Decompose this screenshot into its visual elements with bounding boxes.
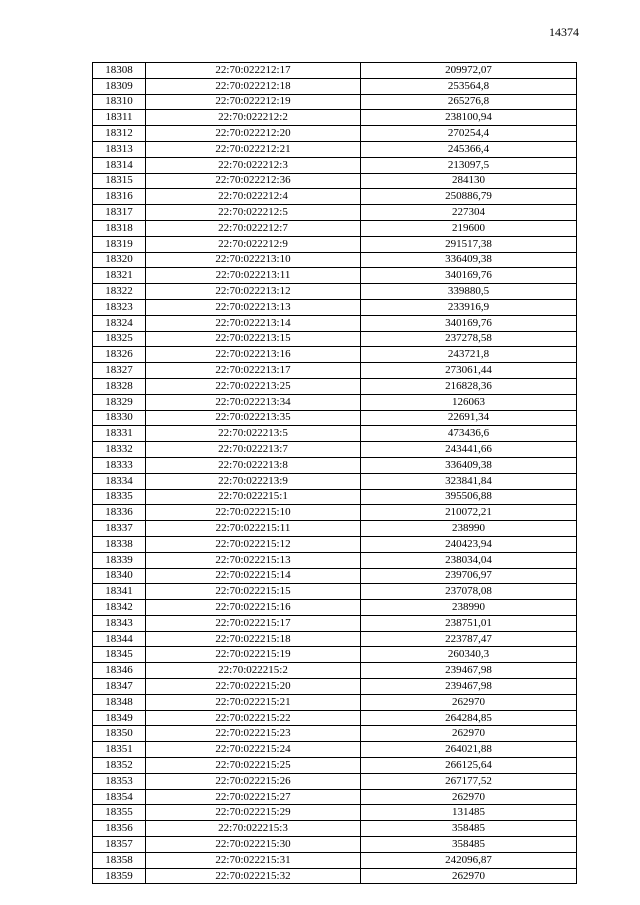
row-number-cell: 18315	[93, 173, 146, 189]
cadastral-number-cell: 22:70:022212:20	[146, 126, 361, 142]
row-number-cell: 18309	[93, 78, 146, 94]
cadastral-value-cell: 243721,8	[361, 347, 577, 363]
cadastral-number-cell: 22:70:022215:19	[146, 647, 361, 663]
cadastral-value-cell: 237278,58	[361, 331, 577, 347]
row-number-cell: 18353	[93, 773, 146, 789]
row-number-cell: 18342	[93, 600, 146, 616]
row-number-cell: 18339	[93, 552, 146, 568]
table-row	[93, 852, 577, 868]
cadastral-number-cell: 22:70:022213:5	[146, 426, 361, 442]
cadastral-number-cell: 22:70:022213:17	[146, 363, 361, 379]
table-row	[93, 442, 577, 458]
row-number-cell: 18334	[93, 473, 146, 489]
cadastral-number-cell: 22:70:022213:35	[146, 410, 361, 426]
row-number-cell: 18359	[93, 868, 146, 884]
cadastral-value-cell: 131485	[361, 805, 577, 821]
table-row	[93, 268, 577, 284]
cadastral-number-cell: 22:70:022215:32	[146, 868, 361, 884]
cadastral-value-cell: 262970	[361, 868, 577, 884]
cadastral-number-cell: 22:70:022213:12	[146, 284, 361, 300]
table-row	[93, 615, 577, 631]
cadastral-number-cell: 22:70:022213:15	[146, 331, 361, 347]
row-number-cell: 18358	[93, 852, 146, 868]
row-number-cell: 18327	[93, 363, 146, 379]
cadastral-value-cell: 270254,4	[361, 126, 577, 142]
table-row	[93, 821, 577, 837]
cadastral-number-cell: 22:70:022212:19	[146, 94, 361, 110]
cadastral-value-cell: 22691,34	[361, 410, 577, 426]
table-row	[93, 505, 577, 521]
cadastral-value-cell: 239467,98	[361, 663, 577, 679]
cadastral-number-cell: 22:70:022212:21	[146, 141, 361, 157]
cadastral-value-cell: 260340,3	[361, 647, 577, 663]
cadastral-value-cell: 473436,6	[361, 426, 577, 442]
cadastral-number-cell: 22:70:022215:30	[146, 837, 361, 853]
row-number-cell: 18332	[93, 442, 146, 458]
table-row	[93, 189, 577, 205]
row-number-cell: 18313	[93, 141, 146, 157]
cadastral-number-cell: 22:70:022215:20	[146, 679, 361, 695]
cadastral-value-cell: 262970	[361, 726, 577, 742]
row-number-cell: 18319	[93, 236, 146, 252]
cadastral-value-cell: 223787,47	[361, 631, 577, 647]
row-number-cell: 18331	[93, 426, 146, 442]
table-row	[93, 252, 577, 268]
table-row	[93, 457, 577, 473]
cadastral-number-cell: 22:70:022215:26	[146, 773, 361, 789]
cadastral-number-cell: 22:70:022215:12	[146, 536, 361, 552]
cadastral-number-cell: 22:70:022215:24	[146, 742, 361, 758]
table-row	[93, 552, 577, 568]
table-row	[93, 347, 577, 363]
row-number-cell: 18329	[93, 394, 146, 410]
cadastral-number-cell: 22:70:022215:23	[146, 726, 361, 742]
row-number-cell: 18345	[93, 647, 146, 663]
cadastral-value-cell: 209972,07	[361, 63, 577, 79]
row-number-cell: 18347	[93, 679, 146, 695]
row-number-cell: 18340	[93, 568, 146, 584]
row-number-cell: 18330	[93, 410, 146, 426]
cadastral-number-cell: 22:70:022212:4	[146, 189, 361, 205]
cadastral-number-cell: 22:70:022213:11	[146, 268, 361, 284]
table-row	[93, 236, 577, 252]
table-row	[93, 631, 577, 647]
table-row	[93, 126, 577, 142]
cadastral-value-cell: 238100,94	[361, 110, 577, 126]
cadastral-value-cell: 284130	[361, 173, 577, 189]
row-number-cell: 18314	[93, 157, 146, 173]
cadastral-value-cell: 358485	[361, 837, 577, 853]
cadastral-number-cell: 22:70:022213:8	[146, 457, 361, 473]
table-row	[93, 679, 577, 695]
cadastral-number-cell: 22:70:022215:10	[146, 505, 361, 521]
table-row	[93, 742, 577, 758]
cadastral-number-cell: 22:70:022212:2	[146, 110, 361, 126]
row-number-cell: 18320	[93, 252, 146, 268]
cadastral-value-cell: 339880,5	[361, 284, 577, 300]
table-row	[93, 141, 577, 157]
cadastral-number-cell: 22:70:022212:7	[146, 220, 361, 236]
cadastral-value-cell: 210072,21	[361, 505, 577, 521]
table-row	[93, 726, 577, 742]
cadastral-number-cell: 22:70:022212:17	[146, 63, 361, 79]
table-row	[93, 157, 577, 173]
cadastral-number-cell: 22:70:022213:10	[146, 252, 361, 268]
table-row	[93, 299, 577, 315]
cadastral-value-cell: 238751,01	[361, 615, 577, 631]
cadastral-value-cell: 262970	[361, 789, 577, 805]
cadastral-number-cell: 22:70:022212:9	[146, 236, 361, 252]
table-row	[93, 489, 577, 505]
cadastral-number-cell: 22:70:022215:29	[146, 805, 361, 821]
row-number-cell: 18355	[93, 805, 146, 821]
cadastral-number-cell: 22:70:022212:18	[146, 78, 361, 94]
row-number-cell: 18348	[93, 694, 146, 710]
cadastral-value-cell: 239706,97	[361, 568, 577, 584]
row-number-cell: 18344	[93, 631, 146, 647]
row-number-cell: 18351	[93, 742, 146, 758]
table-row	[93, 647, 577, 663]
cadastral-number-cell: 22:70:022215:27	[146, 789, 361, 805]
table-row	[93, 205, 577, 221]
cadastral-value-cell: 291517,38	[361, 236, 577, 252]
cadastral-number-cell: 22:70:022215:14	[146, 568, 361, 584]
table-row	[93, 315, 577, 331]
row-number-cell: 18341	[93, 584, 146, 600]
table-row	[93, 789, 577, 805]
table-row	[93, 710, 577, 726]
table-row	[93, 868, 577, 884]
row-number-cell: 18352	[93, 758, 146, 774]
cadastral-value-cell: 238034,04	[361, 552, 577, 568]
cadastral-value-cell: 395506,88	[361, 489, 577, 505]
cadastral-value-cell: 126063	[361, 394, 577, 410]
cadastral-number-cell: 22:70:022212:36	[146, 173, 361, 189]
cadastral-value-cell: 336409,38	[361, 457, 577, 473]
cadastral-value-cell: 267177,52	[361, 773, 577, 789]
cadastral-number-cell: 22:70:022215:2	[146, 663, 361, 679]
row-number-cell: 18316	[93, 189, 146, 205]
cadastral-number-cell: 22:70:022213:13	[146, 299, 361, 315]
cadastral-number-cell: 22:70:022213:7	[146, 442, 361, 458]
cadastral-value-cell: 340169,76	[361, 268, 577, 284]
cadastral-value-cell: 238990	[361, 600, 577, 616]
row-number-cell: 18311	[93, 110, 146, 126]
cadastral-number-cell: 22:70:022213:14	[146, 315, 361, 331]
cadastral-value-cell: 242096,87	[361, 852, 577, 868]
table-row	[93, 110, 577, 126]
table-row	[93, 473, 577, 489]
row-number-cell: 18322	[93, 284, 146, 300]
row-number-cell: 18336	[93, 505, 146, 521]
row-number-cell: 18357	[93, 837, 146, 853]
table-row	[93, 284, 577, 300]
table-row	[93, 663, 577, 679]
table-row	[93, 837, 577, 853]
cadastral-number-cell: 22:70:022215:11	[146, 521, 361, 537]
table-body	[93, 63, 577, 884]
row-number-cell: 18308	[93, 63, 146, 79]
table-row	[93, 773, 577, 789]
row-number-cell: 18326	[93, 347, 146, 363]
cadastral-value-cell: 245366,4	[361, 141, 577, 157]
cadastral-number-cell: 22:70:022213:9	[146, 473, 361, 489]
cadastral-number-cell: 22:70:022215:16	[146, 600, 361, 616]
cadastral-value-cell: 323841,84	[361, 473, 577, 489]
cadastral-number-cell: 22:70:022215:13	[146, 552, 361, 568]
cadastral-value-cell: 219600	[361, 220, 577, 236]
row-number-cell: 18324	[93, 315, 146, 331]
table-row	[93, 63, 577, 79]
cadastral-value-cell: 240423,94	[361, 536, 577, 552]
row-number-cell: 18349	[93, 710, 146, 726]
cadastral-number-cell: 22:70:022215:22	[146, 710, 361, 726]
table-row	[93, 173, 577, 189]
cadastral-number-cell: 22:70:022212:3	[146, 157, 361, 173]
cadastral-value-cell: 266125,64	[361, 758, 577, 774]
row-number-cell: 18328	[93, 378, 146, 394]
table-row	[93, 521, 577, 537]
row-number-cell: 18346	[93, 663, 146, 679]
table-row	[93, 805, 577, 821]
row-number-cell: 18323	[93, 299, 146, 315]
row-number-cell: 18318	[93, 220, 146, 236]
table-row	[93, 758, 577, 774]
table-row	[93, 584, 577, 600]
cadastral-number-cell: 22:70:022215:21	[146, 694, 361, 710]
cadastral-value-cell: 336409,38	[361, 252, 577, 268]
cadastral-value-cell: 243441,66	[361, 442, 577, 458]
cadastral-number-cell: 22:70:022215:1	[146, 489, 361, 505]
row-number-cell: 18310	[93, 94, 146, 110]
cadastral-value-cell: 233916,9	[361, 299, 577, 315]
table-row	[93, 378, 577, 394]
cadastral-value-cell: 265276,8	[361, 94, 577, 110]
cadastral-value-cell: 358485	[361, 821, 577, 837]
table-row	[93, 78, 577, 94]
cadastral-number-cell: 22:70:022215:18	[146, 631, 361, 647]
table-row	[93, 600, 577, 616]
row-number-cell: 18333	[93, 457, 146, 473]
row-number-cell: 18356	[93, 821, 146, 837]
table-row	[93, 426, 577, 442]
table-row	[93, 536, 577, 552]
cadastral-value-cell: 227304	[361, 205, 577, 221]
cadastral-value-cell: 216828,36	[361, 378, 577, 394]
row-number-cell: 18354	[93, 789, 146, 805]
cadastral-number-cell: 22:70:022213:34	[146, 394, 361, 410]
cadastral-number-cell: 22:70:022213:25	[146, 378, 361, 394]
cadastral-value-cell: 273061,44	[361, 363, 577, 379]
cadastral-value-cell: 264021,88	[361, 742, 577, 758]
row-number-cell: 18325	[93, 331, 146, 347]
row-number-cell: 18317	[93, 205, 146, 221]
cadastral-value-table	[92, 62, 577, 884]
cadastral-number-cell: 22:70:022215:15	[146, 584, 361, 600]
table-row	[93, 694, 577, 710]
cadastral-value-cell: 237078,08	[361, 584, 577, 600]
cadastral-number-cell: 22:70:022215:25	[146, 758, 361, 774]
table-row	[93, 410, 577, 426]
cadastral-value-cell: 213097,5	[361, 157, 577, 173]
cadastral-number-cell: 22:70:022215:17	[146, 615, 361, 631]
page-number: 14374	[549, 25, 579, 39]
table-row	[93, 394, 577, 410]
cadastral-value-cell: 264284,85	[361, 710, 577, 726]
row-number-cell: 18312	[93, 126, 146, 142]
cadastral-value-cell: 239467,98	[361, 679, 577, 695]
cadastral-value-cell: 238990	[361, 521, 577, 537]
row-number-cell: 18338	[93, 536, 146, 552]
row-number-cell: 18343	[93, 615, 146, 631]
row-number-cell: 18335	[93, 489, 146, 505]
cadastral-value-cell: 250886,79	[361, 189, 577, 205]
cadastral-number-cell: 22:70:022215:31	[146, 852, 361, 868]
cadastral-number-cell: 22:70:022212:5	[146, 205, 361, 221]
table-row	[93, 363, 577, 379]
row-number-cell: 18321	[93, 268, 146, 284]
cadastral-value-cell: 262970	[361, 694, 577, 710]
cadastral-value-cell: 340169,76	[361, 315, 577, 331]
cadastral-number-cell: 22:70:022215:3	[146, 821, 361, 837]
cadastral-number-cell: 22:70:022213:16	[146, 347, 361, 363]
table-row	[93, 568, 577, 584]
table-row	[93, 94, 577, 110]
cadastral-value-cell: 253564,8	[361, 78, 577, 94]
table-row	[93, 331, 577, 347]
row-number-cell: 18337	[93, 521, 146, 537]
row-number-cell: 18350	[93, 726, 146, 742]
table-row	[93, 220, 577, 236]
